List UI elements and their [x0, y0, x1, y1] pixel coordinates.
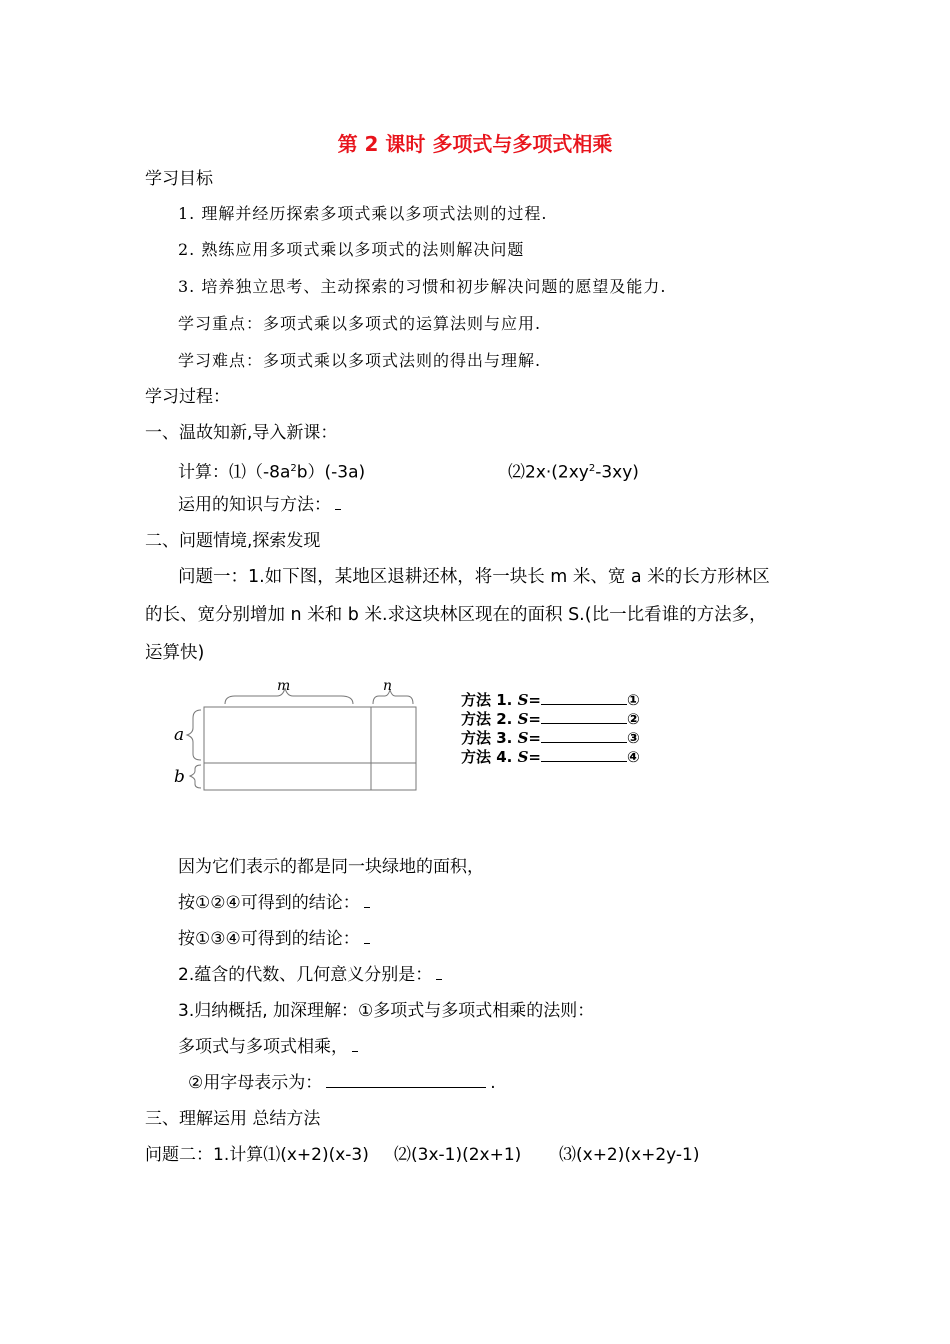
learning-difficulty: 学习难点：多项式乘以多项式法则的得出与理解.	[178, 351, 542, 370]
label-a: a	[174, 725, 185, 745]
forest-area-diagram	[165, 670, 430, 800]
problem2-part1: 问题二：1.计算⑴(x+2)(x-3)	[145, 1145, 369, 1165]
problem1-line: 运算快)	[145, 643, 205, 663]
learning-focus: 学习重点：多项式乘以多项式的运算法则与应用.	[178, 314, 542, 333]
answer-blank[interactable]	[364, 893, 370, 908]
answer-blank[interactable]	[364, 929, 370, 944]
label-n: n	[383, 678, 393, 694]
objective-item: 2. 熟练应用多项式乘以多项式的法则解决问题	[178, 240, 525, 259]
answer-blank[interactable]	[335, 495, 341, 510]
problem1-line: 的长、宽分别增加 n 米和 b 米.求这块林区现在的面积 S.(比一比看谁的方法多，	[145, 605, 767, 625]
section2-heading: 二、问题情境,探索发现	[145, 531, 321, 551]
summary-line: 3.归纳概括, 加深理解：①多项式与多项式相乘的法则：	[178, 1001, 595, 1021]
conclusion-line-1: 按①②④可得到的结论：	[178, 890, 370, 916]
method-blank[interactable]	[541, 728, 627, 743]
section1-heading: 一、温故知新,导入新课：	[145, 423, 338, 443]
conclusion-line-2: 按①③④可得到的结论：	[178, 926, 370, 952]
objectives-heading: 学习目标	[145, 169, 213, 189]
problem2-part2: ⑵(3x-1)(2x+1)	[394, 1145, 522, 1165]
letters-line: ②用字母表示为： .	[188, 1073, 496, 1093]
problem2-part3: ⑶(x+2)(x+2y-1)	[559, 1145, 700, 1165]
section3-heading: 三、理解运用 总结方法	[145, 1109, 321, 1129]
method-blank[interactable]	[541, 709, 627, 724]
label-m: m	[277, 678, 291, 694]
label-b: b	[174, 767, 185, 787]
meaning-line: 2.蕴含的代数、几何意义分别是：	[178, 962, 442, 988]
answer-blank[interactable]	[436, 965, 442, 980]
objective-item: 1. 理解并经历探索多项式乘以多项式法则的过程.	[178, 204, 548, 223]
answer-blank[interactable]	[352, 1037, 358, 1052]
knowledge-line: 运用的知识与方法：	[178, 492, 341, 518]
objective-item: 3. 培养独立思考、主动探索的习惯和初步解决问题的愿望及能力.	[178, 277, 667, 296]
answer-blank[interactable]	[326, 1071, 486, 1088]
page-title: 第 2 课时 多项式与多项式相乘	[337, 132, 613, 156]
process-heading: 学习过程：	[145, 387, 230, 407]
problem1-line: 问题一：1.如下图，某地区退耕还林，将一块长 m 米、宽 a 米的长方形林区	[178, 567, 770, 587]
method-row: 方法 4. S= ④	[461, 748, 640, 766]
because-line: 因为它们表示的都是同一块绿地的面积，	[178, 857, 484, 877]
methods-list	[461, 690, 640, 766]
method-row: 方法 2. S= ②	[461, 710, 640, 728]
method-row: 方法 3. S= ③	[461, 729, 640, 747]
method-blank[interactable]	[541, 747, 627, 762]
method-row: 方法 1. S= ①	[461, 691, 640, 709]
calc-expression-2: $⑵2x\cdot(2xy^2-3xy)$	[508, 462, 639, 483]
calc-expression-1: 计算：$⑴(-8a^2b)(-3a)$	[178, 462, 366, 483]
method-blank[interactable]	[541, 690, 627, 705]
rule-line: 多项式与多项式相乘，	[178, 1034, 358, 1060]
